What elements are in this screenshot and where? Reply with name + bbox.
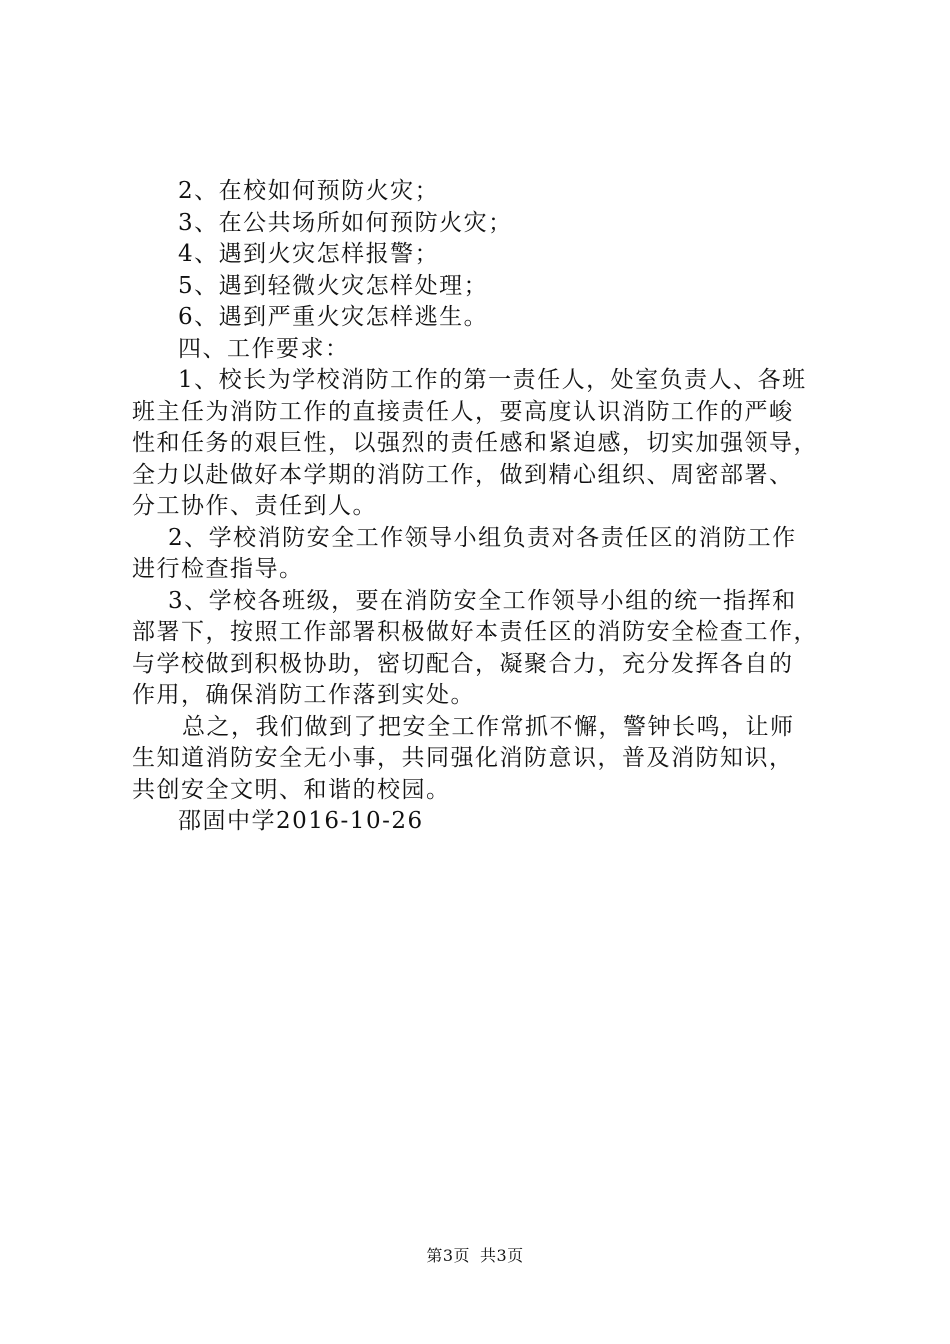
list-item-serious-fire: 6、遇到严重火灾怎样逃生。 — [178, 304, 489, 330]
list-item-report-fire: 4、遇到火灾怎样报警； — [178, 241, 440, 267]
paragraph-line: 1、校长为学校消防工作的第一责任人，处室负责人、各班 — [178, 367, 807, 393]
list-item-school-fire: 2、在校如何预防火灾； — [178, 178, 440, 204]
list-item-public-fire: 3、在公共场所如何预防火灾； — [178, 209, 513, 236]
paragraph-line: 进行检查指导。 — [132, 556, 304, 582]
paragraph-line: 分工协作、责任到人。 — [132, 493, 377, 519]
document-body — [132, 176, 832, 838]
paragraph-line: 班主任为消防工作的直接责任人，要高度认识消防工作的严峻 — [132, 398, 794, 425]
list-item-minor-fire: 5、遇到轻微火灾怎样处理； — [178, 272, 489, 299]
paragraph-line: 性和任务的艰巨性，以强烈的责任感和紧迫感，切实加强领导， — [132, 430, 818, 456]
paragraph-line: 3、学校各班级，要在消防安全工作领导小组的统一指挥和 — [168, 587, 797, 614]
page-total: 共3页 — [480, 1246, 524, 1265]
paragraph-line: 作用，确保消防工作落到实处。 — [132, 682, 475, 708]
paragraph-line: 总之，我们做到了把安全工作常抓不懈，警钟长鸣，让师 — [182, 713, 795, 740]
paragraph-line: 2、学校消防安全工作领导小组负责对各责任区的消防工作 — [168, 524, 797, 551]
signature-date: 邵固中学2016-10-26 — [178, 808, 424, 834]
paragraph-line: 部署下，按照工作部署积极做好本责任区的消防安全检查工作， — [132, 619, 818, 645]
paragraph-line: 共创安全文明、和谐的校园。 — [132, 776, 451, 803]
paragraph-line: 全力以赴做好本学期的消防工作，做到精心组织、周密部署、 — [132, 461, 794, 488]
paragraph-line: 与学校做到积极协助，密切配合，凝聚合力，充分发挥各自的 — [132, 650, 794, 677]
page-footer — [0, 1243, 950, 1266]
paragraph-line: 生知道消防安全无小事，共同强化消防意识，普及消防知识， — [132, 745, 794, 771]
page-number: 第3页 — [426, 1246, 470, 1265]
section-heading-requirements: 四、工作要求： — [178, 335, 350, 362]
